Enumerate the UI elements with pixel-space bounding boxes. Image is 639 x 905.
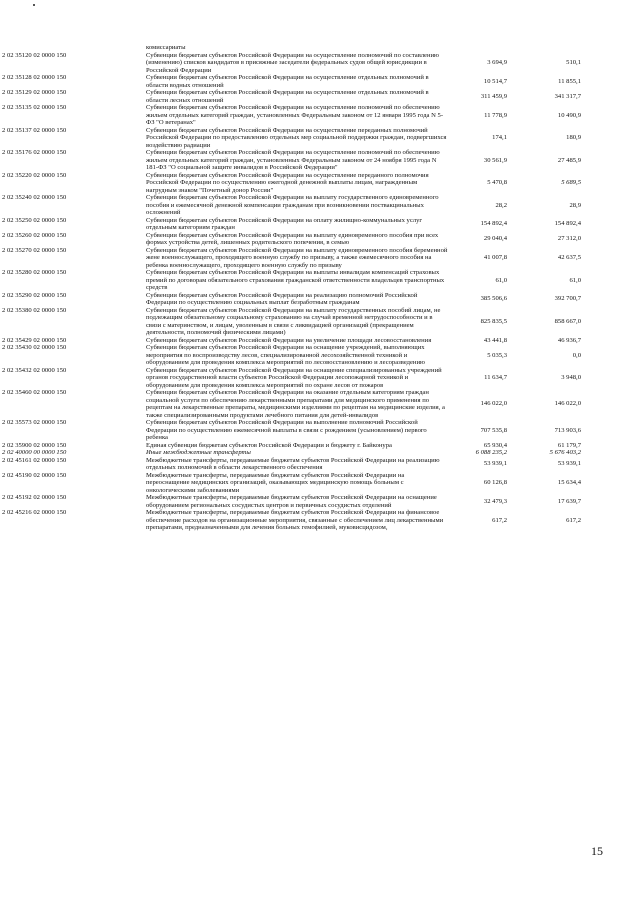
amount-year-2: 3 948,0 <box>561 374 581 381</box>
amount-year-2: 392 700,7 <box>554 295 581 303</box>
amount-year-2: 154 892,4 <box>554 220 581 228</box>
amount-year-2: 53 939,1 <box>557 460 581 468</box>
item-description: Межбюджетные трансферты, передаваемые бюджетам субъектов Российской Федерации на оснащение оборудованием региональных сосудистых центров и первичных сосудистых отделений <box>146 494 437 509</box>
amount-year-2: 17 639,7 <box>557 497 581 505</box>
amount-year-2: 27 312,0 <box>557 235 581 243</box>
item-description: Субвенции бюджетам субъектов Российской Федерации на выплату государственных пособий лицам, не подлежащим обязательному социальному страхованию на случай временной нетрудоспособности и в связи с материнством, и лицам, уволенным в связи с ликвидацией организаций (прекращением деятельности, полномочий физическими лицами) <box>146 306 441 336</box>
table-row <box>0 104 639 127</box>
amount-year-1: 5 470,8 <box>487 179 507 186</box>
budget-code: 2 02 35128 02 0000 150 <box>2 74 67 81</box>
amount-year-1: 11 634,7 <box>484 374 507 381</box>
table-row <box>0 367 639 390</box>
amount-year-2: 61 179,7 <box>557 441 581 449</box>
item-description: Межбюджетные трансферты, передаваемые бюджетам субъектов Российской Федерации на переоснащение медицинских организаций, оказывающих медицинскую помощь больным с онкологическими заболеваниями <box>146 471 405 494</box>
item-description: Субвенции бюджетам субъектов Российской Федерации на оснащение специализированных учреждений органов государственной власти субъектов Российской Федерации лесопожарной техникой и оборудованием для проведения комплекса мероприятий по охране лесов от пожаров <box>146 366 442 389</box>
budget-code: 2 02 35429 02 0000 150 <box>2 336 67 344</box>
item-description: Субвенции бюджетам субъектов Российской Федерации на осуществление отдельных полномочий в области лесных отношений <box>146 89 429 104</box>
item-description: Субвенции бюджетам субъектов Российской Федерации на осуществление полномочий по обеспечению жильем отдельных категорий граждан, установленных Федеральным законом от 12 января 1995 года N 5-ФЗ "О ветеранах" <box>146 104 444 126</box>
amount-year-1: 61,0 <box>495 276 507 284</box>
budget-code: 2 02 35900 02 0000 150 <box>2 441 67 449</box>
amount-year-1: 146 022,0 <box>480 400 507 408</box>
budget-code: 2 02 35280 02 0000 150 <box>2 269 67 276</box>
amount-year-1: 29 040,4 <box>483 235 507 243</box>
amount-year-1: 174,1 <box>492 134 507 141</box>
table-row <box>0 494 639 509</box>
table-row <box>0 307 639 337</box>
amount-year-1: 825 835,5 <box>480 317 507 325</box>
table-row <box>0 217 639 232</box>
item-description: комиссариаты <box>146 44 186 51</box>
amount-year-1: 154 892,4 <box>480 220 507 228</box>
table-row <box>0 127 639 150</box>
item-description: Субвенции бюджетам субъектов Российской Федерации на осуществление полномочий по составлению (изменению) списков кандидатов в присяжные заседатели федеральных судов общей юрисдикции в Российской Федерации <box>146 51 439 74</box>
table-row <box>0 419 639 442</box>
amount-year-2: 15 634,4 <box>557 479 581 486</box>
item-description: Субвенции бюджетам субъектов Российской Федерации на оснащение учреждений, выполняющих мероприятия по воспроизводству лесов, специализированной лесохозяйственной техникой и оборудованием для проведения комплекса мероприятий по лесовосстановлению и лесоразведению <box>146 344 425 366</box>
amount-year-1: 60 126,8 <box>483 479 507 486</box>
item-description: Субвенции бюджетам субъектов Российской Федерации на увеличение площади лесовосстановления <box>146 336 432 344</box>
table-row <box>0 457 639 472</box>
amount-year-1: 30 561,9 <box>483 156 507 164</box>
item-description: Субвенции бюджетам субъектов Российской Федерации на выплаты инвалидам компенсаций страховых премий по договорам обязательного страхования гражданской ответственности владельцев транспортных средств <box>146 269 445 291</box>
budget-code: 2 02 35430 02 0000 150 <box>2 344 67 351</box>
amount-year-2: 10 490,9 <box>557 111 581 119</box>
amount-year-2: 146 022,0 <box>554 400 581 408</box>
amount-year-1: 5 035,3 <box>487 351 507 359</box>
item-description: Субвенции бюджетам субъектов Российской Федерации на выполнение полномочий Российской Федерации по осуществлению ежемесячной выплаты в связи с рождением (усыновлением) первого ребенка <box>146 419 427 441</box>
budget-code: 2 02 45192 02 0000 150 <box>2 494 67 501</box>
amount-year-2: 42 637,5 <box>557 254 581 261</box>
table-row <box>0 149 639 172</box>
amount-year-2: 5 676 403,2 <box>549 449 581 456</box>
item-description: Субвенции бюджетам субъектов Российской Федерации на оплату жилищно-коммунальных услуг отдельным категориям граждан <box>146 216 423 231</box>
table-row <box>0 389 639 419</box>
table-row <box>0 89 639 104</box>
table-row <box>0 247 639 270</box>
amount-year-2: 617,2 <box>566 516 581 524</box>
amount-year-2: 180,9 <box>566 134 581 141</box>
item-description: Субвенции бюджетам субъектов Российской Федерации на осуществление полномочий по обеспечению жильем отдельных категорий граждан, установленных Федеральным законом от 24 ноября 1995 года N 181-ФЗ "О социальной защите инвалидов в Российской Федерации" <box>146 149 440 171</box>
budget-code: 2 02 45216 02 0000 150 <box>2 509 67 516</box>
amount-year-2: 858 667,0 <box>554 317 581 325</box>
item-description: Субвенции бюджетам субъектов Российской Федерации на выплату единовременного пособия при всех формах устройства детей, лишенных родительского попечения, в семью <box>146 231 439 246</box>
table-row <box>0 449 639 457</box>
amount-year-2: 510,1 <box>566 59 581 66</box>
budget-code: 2 02 45161 02 0000 150 <box>2 456 67 464</box>
amount-year-2: 5 689,5 <box>561 179 581 186</box>
budget-code: 2 02 35240 02 0000 150 <box>2 194 67 201</box>
item-description: Межбюджетные трансферты, передаваемые бюджетам субъектов Российской Федерации на реализацию отдельных полномочий в области лекарственного обеспечения <box>146 456 440 471</box>
item-description: Субвенции бюджетам субъектов Российской Федерации на реализацию полномочий Российской Федерации по осуществлению социальных выплат безработным гражданам <box>146 291 418 306</box>
budget-code: 2 02 35260 02 0000 150 <box>2 231 67 239</box>
amount-year-2: 61,0 <box>569 276 581 284</box>
item-description: Субвенции бюджетам субъектов Российской Федерации на осуществление переданного полномочия Российской Федерации по осуществлению ежегодной денежной выплаты лицам, награжденным нагрудным знаком "Почетный донор России" <box>146 171 429 194</box>
budget-code: 2 02 35176 02 0000 150 <box>2 149 67 156</box>
amount-year-1: 10 514,7 <box>483 77 507 85</box>
amount-year-1: 707 535,8 <box>480 426 507 434</box>
budget-code: 2 02 35120 02 0000 150 <box>2 51 67 59</box>
amount-year-2: 11 855,1 <box>558 77 581 85</box>
amount-year-2: 28,9 <box>569 201 581 209</box>
item-description: Субвенции бюджетам субъектов Российской Федерации на осуществление отдельных полномочий в области водных отношений <box>146 74 429 89</box>
amount-year-1: 65 930,4 <box>483 441 507 449</box>
item-description: Субвенции бюджетам субъектов Российской Федерации на оказание отдельным категориям граждан социальной услуги по обеспечению лекарственными препаратами для медицинского применения по рецептам на лекарственные препараты, медицинскими изделиями по рецептам на медицинские изделия, а также специализированными продуктами лечебного питания для детей-инвалидов <box>146 389 445 419</box>
budget-code: 2 02 35460 02 0000 150 <box>2 389 67 396</box>
budget-code: 2 02 35220 02 0000 150 <box>2 171 67 179</box>
budget-code: 2 02 35250 02 0000 150 <box>2 216 67 224</box>
amount-year-2: 713 903,6 <box>554 426 581 434</box>
amount-year-1: 41 007,8 <box>483 254 507 261</box>
item-description: Субвенции бюджетам субъектов Российской Федерации на выплату государственного единовременного пособия и ежемесячной денежной компенсации гражданам при возникновении поствакцинальных осложнений <box>146 194 439 216</box>
budget-code: 2 02 35129 02 0000 150 <box>2 89 67 96</box>
table-row <box>0 509 639 532</box>
item-description: Единая субвенция бюджетам субъектов Российской Федерации и бюджету г. Байконура <box>146 441 392 449</box>
table-row <box>0 44 639 52</box>
amount-year-1: 28,2 <box>495 201 507 209</box>
page-number: 15 <box>591 844 603 858</box>
table-row <box>0 269 639 292</box>
item-description: Субвенции бюджетам субъектов Российской Федерации на выплату единовременного пособия беременной жене военнослужащего, проходящего военную службу по призыву, а также ежемесячного пособия на ребенка военнослужащего, проходящего военную службу по призыву <box>146 246 448 269</box>
amount-year-1: 43 441,8 <box>483 336 507 344</box>
budget-code: 2 02 40000 00 0000 150 <box>2 449 67 456</box>
amount-year-1: 32 479,3 <box>483 497 507 505</box>
budget-code: 2 02 35137 02 0000 150 <box>2 126 67 134</box>
table-row <box>0 442 639 450</box>
table-row <box>0 172 639 195</box>
budget-code: 2 02 35380 02 0000 150 <box>2 306 67 314</box>
budget-code: 2 02 45190 02 0000 150 <box>2 471 67 479</box>
budget-code: 2 02 35290 02 0000 150 <box>2 291 67 299</box>
amount-year-1: 3 694,9 <box>487 59 507 66</box>
item-description: Межбюджетные трансферты, передаваемые бюджетам субъектов Российской Федерации на финансовое обеспечение расходов на организационные мероприятия, связанные с обеспечением лиц лекарственными препаратами, предназначенными для лечения больных гемофилией, муковисцидозом, <box>146 509 444 531</box>
amount-year-1: 311 459,9 <box>480 92 507 100</box>
table-row <box>0 232 639 247</box>
item-description: Иные межбюджетные трансферты <box>146 449 251 456</box>
budget-code: 2 02 35135 02 0000 150 <box>2 104 67 111</box>
amount-year-1: 53 939,1 <box>483 460 507 468</box>
scan-mark <box>33 4 35 6</box>
table-row <box>0 74 639 89</box>
budget-code: 2 02 35270 02 0000 150 <box>2 246 67 254</box>
amount-year-2: 46 936,7 <box>557 336 581 344</box>
budget-code: 2 02 35432 02 0000 150 <box>2 366 67 374</box>
table-row <box>0 337 639 345</box>
budget-table <box>0 44 639 532</box>
amount-year-2: 0,0 <box>572 351 581 359</box>
table-row <box>0 472 639 495</box>
amount-year-2: 27 485,9 <box>557 156 581 164</box>
item-description: Субвенции бюджетам субъектов Российской Федерации на осуществление переданных полномочий Российской Федерации по предоставлению отдельных мер социальной поддержки граждан, подвергшихся воздействию радиации <box>146 126 447 149</box>
amount-year-1: 6 088 235,2 <box>475 449 507 456</box>
table-row <box>0 292 639 307</box>
table-row <box>0 194 639 217</box>
amount-year-1: 11 778,9 <box>484 111 507 119</box>
amount-year-1: 617,2 <box>492 516 507 524</box>
budget-code: 2 02 35573 02 0000 150 <box>2 419 67 426</box>
table-row <box>0 344 639 367</box>
amount-year-1: 385 506,6 <box>480 295 507 303</box>
table-row <box>0 52 639 75</box>
amount-year-2: 341 317,7 <box>554 92 581 100</box>
